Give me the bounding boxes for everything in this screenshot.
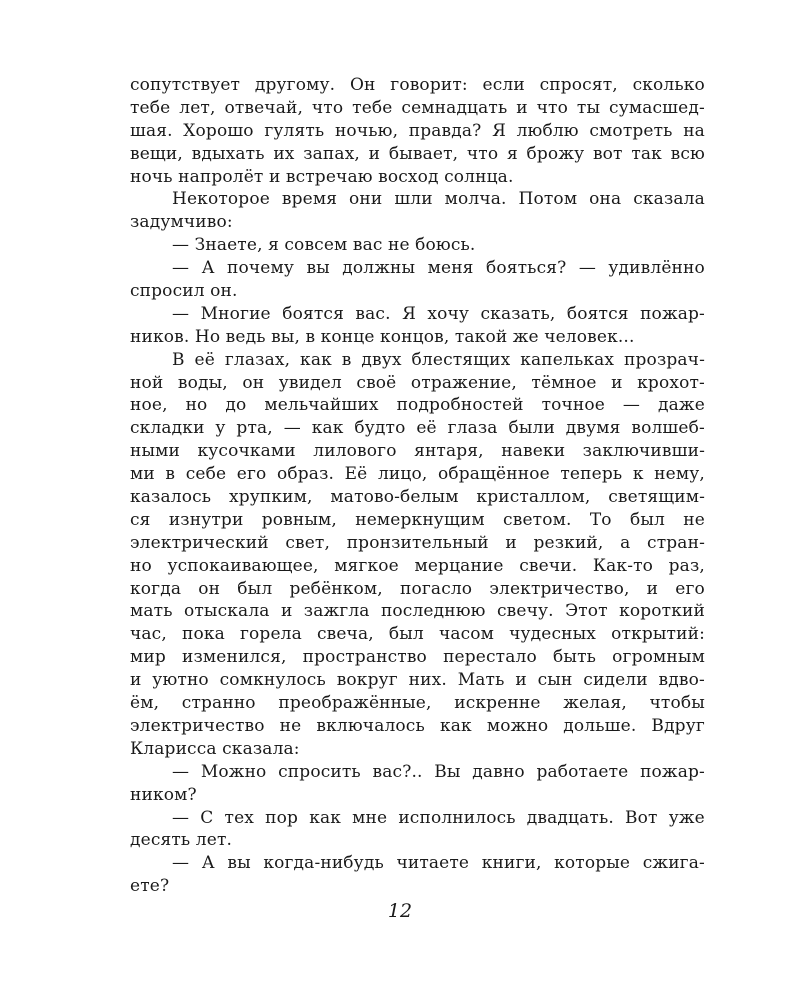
text-line: — Знаете, я совсем вас не боюсь. [172,235,476,256]
text-line: тебе лет, отвечай, что тебе семнадцать и что ты сумасшед- [130,97,705,118]
text-line: ся изнутри ровным, немеркнущим светом. То был не [130,509,705,530]
text-line: мать отыскала и зажгла последнюю свечу. Этот короткий [130,601,705,622]
text-line: ное, но до мельчайших подробностей точное — даже [130,395,705,416]
text-line: ми в себе его образ. Её лицо, обращённое теперь к нему, [130,464,705,485]
text-line: вещи, вдыхать их запах, и бывает, что я брожу вот так всю [130,143,705,164]
text-line: ников. Но ведь вы, в конце концов, такой же человек... [130,326,635,347]
text-line: ём, странно преображённые, искренне желая, чтобы [130,693,705,714]
text-line: ными кусочками лилового янтаря, навеки заключивши- [130,441,705,462]
text-line: электрический свет, пронзительный и резкий, а стран- [130,532,705,553]
page-number: 12 [387,900,413,922]
text-line: ете? [130,876,170,897]
text-line: спросил он. [130,281,238,302]
text-line: мир изменился, пространство перестало быть огромным [130,647,705,668]
text-line: Некоторое время они шли молча. Потом она сказала [172,189,705,210]
text-line: задумчиво: [130,212,233,233]
text-line: — А вы когда-нибудь читаете книги, которые сжига- [172,853,705,874]
text-line: ником? [130,784,197,805]
text-line: но успокаивающее, мягкое мерцание свечи. Как-то раз, [130,555,705,576]
text-line: ночь напролёт и встречаю восход солнца. [130,166,514,187]
text-line: десять лет. [130,830,233,851]
text-line: — Многие боятся вас. Я хочу сказать, боятся пожар- [172,303,705,324]
text-line: шая. Хорошо гулять ночью, правда? Я люблю смотреть на [130,120,705,141]
text-line: Кларисса сказала: [130,738,300,759]
text-line: — А почему вы должны меня бояться? — удивлённо [172,258,705,279]
text-line: В её глазах, как в двух блестящих капельках прозрач- [172,349,705,370]
text-line: сопутствует другому. Он говорит: если спросят, сколько [130,75,705,95]
text-line: казалось хрупким, матово-белым кристаллом, светящим- [130,487,705,508]
text-line: — С тех пор как мне исполнилось двадцать. Вот уже [172,807,705,828]
text-line: и уютно сомкнулось вокруг них. Мать и сын сидели вдво- [130,670,705,691]
text-line: час, пока горела свеча, был часом чудесных открытий: [130,624,705,645]
text-line: электричество не включалось как можно дольше. Вдруг [130,715,705,736]
text-line: складки у рта, — как будто её глаза были двумя волшеб- [130,418,705,439]
text-line: ной воды, он увидел своё отражение, тёмное и крохот- [130,372,705,393]
text-line: когда он был ребёнком, погасло электричество, и его [130,578,705,599]
book-page-body [130,74,705,898]
text-line: — Можно спросить вас?.. Вы давно работаете пожар- [172,761,705,782]
